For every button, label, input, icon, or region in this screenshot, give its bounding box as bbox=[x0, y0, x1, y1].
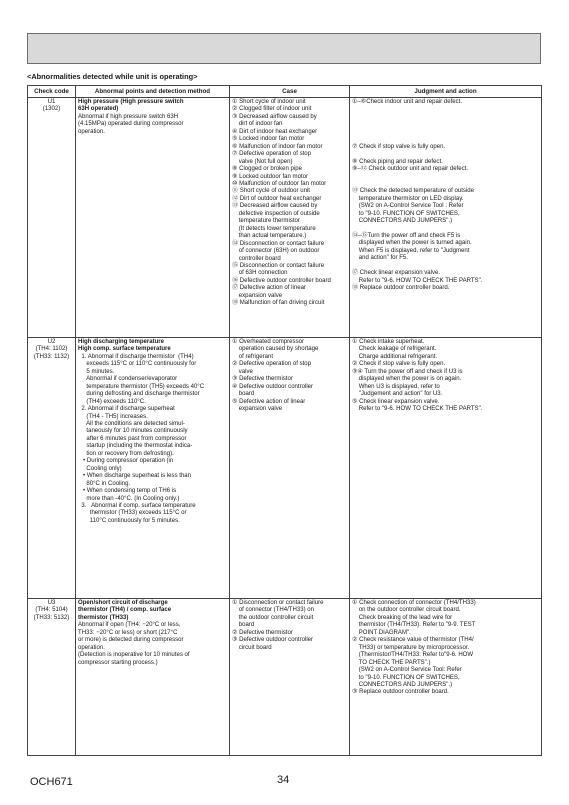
judgment-action-cell bbox=[350, 599, 542, 756]
abnormal-line: operation. bbox=[78, 644, 105, 651]
case-line: ② Defective operation of stop bbox=[232, 361, 312, 368]
check-code-line: (TH33: 1132) bbox=[33, 353, 70, 360]
abnormal-line: startup (including the thermostat indica- bbox=[78, 443, 193, 450]
section-title: <Abnormalities detected while unit is operating> bbox=[27, 72, 198, 81]
check-code-line: U1 bbox=[47, 99, 56, 105]
action-line: Refer to "9-6. HOW TO CHECK THE PARTS". bbox=[352, 277, 483, 284]
table-header-row bbox=[28, 86, 542, 98]
case-line: valve (Not full open) bbox=[232, 158, 293, 165]
action-line: temperature thermistor on LED display. bbox=[352, 195, 464, 202]
case-line: ⑧ Clogged or broken pipe bbox=[232, 166, 302, 173]
case-line: ① Overheated compressor bbox=[232, 339, 304, 345]
abnormal-line: Abnormal if open (TH4: −20°C or less, bbox=[78, 622, 181, 629]
case-line: ④ Defective outdoor controller bbox=[232, 383, 314, 390]
header-abnormal-points: Abnormal points and detection method bbox=[76, 86, 230, 98]
abnormal-line: (TH4) exceeds 110°C. bbox=[78, 398, 146, 405]
case-line: ③ Defective thermistor bbox=[232, 376, 293, 383]
abnormal-points-cell bbox=[76, 599, 230, 756]
action-spacer bbox=[352, 114, 539, 121]
abnormal-line: Abnormal if high pressure switch 63H bbox=[78, 113, 179, 120]
abnormal-line: 80°C in Cooling. bbox=[78, 480, 131, 487]
check-code-line: U2 bbox=[47, 339, 56, 345]
check-code-line: (TH33: 5132) bbox=[33, 614, 70, 621]
check-code-line: (1302) bbox=[42, 106, 61, 113]
case-line: ① Disconnection or contact failure bbox=[232, 600, 324, 606]
check-code-line: (TH4: 5104) bbox=[35, 607, 68, 614]
action-line: CONNECTORS AND JUMPERS".) bbox=[352, 681, 453, 688]
abnormal-line: exceeds 115°C or 110°C continuously for bbox=[78, 361, 197, 368]
action-line: ⑭–⑮Turn the power off and check F5 is bbox=[352, 233, 461, 240]
action-spacer bbox=[352, 129, 539, 136]
case-line: (It detects lower temperature bbox=[232, 225, 316, 232]
abnormal-line: during defrosting and discharge thermistor bbox=[78, 391, 200, 398]
abnormal-line: Open/short circuit of discharge bbox=[78, 600, 168, 606]
abnormal-line: (4.15MPa) operated during compressor bbox=[78, 121, 184, 128]
action-line: ⑧ Check piping and repair defect. bbox=[352, 158, 443, 165]
case-line: operation caused by shortage bbox=[232, 346, 319, 353]
abnormal-line: compressor starting process.) bbox=[78, 659, 158, 666]
action-line: ① Check connection of connector (TH4/TH33) bbox=[352, 600, 476, 606]
case-line: ④ Dirt of indoor heat exchanger bbox=[232, 128, 318, 135]
action-line: ⑬ Check the detected temperature of outside bbox=[352, 188, 475, 195]
abnormal-line: High comp. surface temperature bbox=[78, 346, 171, 353]
abnormalities-table bbox=[27, 85, 542, 756]
action-spacer bbox=[352, 226, 539, 233]
case-line: circuit board bbox=[232, 644, 272, 651]
action-line: Charge additional refrigerant. bbox=[352, 353, 438, 360]
action-line: (SW2 on A-Control Service Tool: Refer bbox=[352, 667, 462, 674]
abnormal-line: thermistor (TH33) bbox=[78, 614, 129, 621]
header-check-code: Check code bbox=[28, 86, 76, 98]
action-line: on the outdoor controller circuit board. bbox=[352, 607, 461, 614]
action-spacer bbox=[352, 136, 539, 143]
case-line: of refrigerant bbox=[232, 353, 274, 360]
case-cell bbox=[230, 599, 350, 756]
case-line: ③ Defective outdoor controller bbox=[232, 637, 314, 644]
abnormal-line: 1. Abnormal if discharge thermistor (TH4) bbox=[78, 353, 194, 360]
abnormal-line: 110°C continuously for 5 minutes. bbox=[78, 517, 180, 524]
case-line: ⑰ Defective action of linear bbox=[232, 285, 306, 292]
action-line: (SW2 on A-Control Service Tool : Refer bbox=[352, 203, 464, 210]
check-code-line: (TH4: 1102) bbox=[35, 346, 68, 353]
abnormal-line: • When discharge superheat is less than bbox=[78, 473, 192, 480]
action-line: ⑦ Check if stop valve is fully open. bbox=[352, 143, 446, 150]
action-line: TH33) or temperature by microprocessor. bbox=[352, 644, 470, 651]
case-line: of 63H connection bbox=[232, 270, 288, 277]
action-line: ⑰ Check linear expansion valve. bbox=[352, 270, 441, 277]
case-line: valve bbox=[232, 368, 253, 375]
header-judgment-action: Judgment and action bbox=[350, 86, 542, 98]
case-line: ⑫ Dirt of outdoor heat exchanger bbox=[232, 195, 322, 202]
action-line: "Judgement and action" for U3. bbox=[352, 391, 443, 398]
abnormal-line: Cooling only) bbox=[78, 465, 122, 472]
action-spacer bbox=[352, 173, 539, 180]
case-line: ⑯ Defective outdoor controller board bbox=[232, 277, 331, 284]
action-line: displayed when the power is turned again. bbox=[352, 240, 472, 247]
table-row bbox=[28, 98, 542, 338]
case-line: ② Defective thermistor bbox=[232, 629, 293, 636]
case-line: ② Clogged filter of indoor unit bbox=[232, 106, 312, 113]
abnormal-line: temperature thermistor (TH5) exceeds 40°C bbox=[78, 383, 205, 390]
case-line: defective inspection of outside bbox=[232, 210, 320, 217]
abnormal-line: (TH4 - TH5) increases. bbox=[78, 413, 148, 420]
action-line: Check leakage of refrigerant. bbox=[352, 346, 437, 353]
case-cell bbox=[230, 98, 350, 338]
abnormal-line: thermistor (TH33) exceeds 115°C or bbox=[78, 510, 187, 517]
case-line: ⑥ Malfunction of indoor fan motor bbox=[232, 143, 323, 150]
abnormal-line: • During compressor operation (in bbox=[78, 458, 174, 465]
page-number: 34 bbox=[277, 774, 290, 786]
check-code-cell bbox=[28, 599, 76, 756]
action-line: ⑨–⑫ Check outdoor unit and repair defect. bbox=[352, 165, 469, 172]
abnormal-line: thermistor (TH4) / comp. surface bbox=[78, 607, 172, 614]
case-line: the outdoor controller circuit bbox=[232, 614, 314, 621]
abnormal-line: more than -40°C. (In Cooling only.) bbox=[78, 495, 180, 502]
case-line: ⑪ Short cycle of outdoor unit bbox=[232, 188, 310, 195]
check-code-cell bbox=[28, 98, 76, 338]
case-line: expansion valve bbox=[232, 292, 283, 299]
case-line: temperature thermistor bbox=[232, 218, 300, 225]
case-line: ⑦ Defective operation of stop bbox=[232, 151, 312, 158]
abnormal-line: or more) is detected during compressor bbox=[78, 637, 184, 644]
check-code-cell bbox=[28, 338, 76, 599]
abnormal-line: 5 minutes. bbox=[78, 368, 115, 375]
table-row bbox=[28, 599, 542, 756]
case-line: ⑬ Decreased airflow caused by bbox=[232, 203, 318, 210]
case-line: of connector (63H) on outdoor bbox=[232, 248, 320, 255]
abnormal-line: High pressure (High pressure switch bbox=[78, 99, 184, 105]
action-line: ② Check if stop valve is fully open. bbox=[352, 361, 446, 368]
abnormal-line: Abnormal if condenser/evaporator bbox=[78, 376, 178, 383]
action-line: ⑱ Replace outdoor controller board. bbox=[352, 285, 450, 292]
case-line: board bbox=[232, 622, 255, 629]
abnormal-line: (Detection is inoperative for 10 minutes of bbox=[78, 652, 190, 659]
case-line: expansion valve bbox=[232, 406, 283, 413]
action-spacer bbox=[352, 106, 539, 113]
action-line: When U3 is displayed, refer to bbox=[352, 383, 440, 390]
case-line: controller board bbox=[232, 255, 281, 262]
abnormal-line: High discharging temperature bbox=[78, 339, 165, 345]
table-row bbox=[28, 338, 542, 599]
case-line: ⑩ Malfunction of outdoor fan motor bbox=[232, 180, 327, 187]
action-line: When F5 is displayed, refer to "Judgment bbox=[352, 247, 470, 254]
action-line: ① Check intake superheat. bbox=[352, 339, 425, 345]
action-line: displayed when the power is on again. bbox=[352, 376, 462, 383]
judgment-action-cell bbox=[350, 338, 542, 599]
action-line: Check breaking of the lead wire for bbox=[352, 614, 453, 621]
action-line: (Thermistor/TH4/TH33: Refer to"9-6. HOW bbox=[352, 652, 474, 659]
action-line: Refer to "9-6. HOW TO CHECK THE PARTS". bbox=[352, 406, 483, 413]
case-line: than actual temperature.) bbox=[232, 233, 307, 240]
abnormal-line: after 6 minutes past from compressor bbox=[78, 435, 187, 442]
case-line: dirt of indoor fan bbox=[232, 121, 283, 128]
action-line: ⑤ Check linear expansion valve. bbox=[352, 398, 440, 405]
action-spacer bbox=[352, 121, 539, 128]
header-case: Case bbox=[230, 86, 350, 98]
case-line: ⑭ Disconnection or contact failure bbox=[232, 240, 325, 247]
abnormal-line: • When condensing temp of TH6 is bbox=[78, 488, 177, 495]
abnormal-line: 2. Abnormal if discharge superheat bbox=[78, 406, 175, 413]
header-bar bbox=[27, 33, 541, 64]
action-line: CONNECTORS AND JUMPERS".) bbox=[352, 218, 453, 225]
abnormal-line: All the conditions are detected simul- bbox=[78, 420, 185, 427]
abnormal-line: 63H operated) bbox=[78, 106, 119, 113]
abnormal-line: tion or recovery from defrosting). bbox=[78, 450, 174, 457]
case-line: ⑤ Defective action of linear bbox=[232, 398, 306, 405]
case-cell bbox=[230, 338, 350, 599]
case-line: ⑨ Locked outdoor fan motor bbox=[232, 173, 309, 180]
case-line: ⑤ Locked indoor fan motor bbox=[232, 136, 305, 143]
action-line: POINT DIAGRAM". bbox=[352, 629, 411, 636]
case-line: ③ Decreased airflow caused by bbox=[232, 113, 317, 120]
abnormal-line: taneously for 10 minutes continuously bbox=[78, 428, 188, 435]
action-line: ③ Replace outdoor controller board. bbox=[352, 689, 449, 696]
action-line: ② Check resistance value of thermistor (TH4/ bbox=[352, 637, 474, 644]
action-line: and action" for F5. bbox=[352, 255, 408, 262]
footer-model: OCH671 bbox=[30, 776, 73, 788]
case-line: ① Short cycle of indoor unit bbox=[232, 99, 306, 105]
judgment-action-cell bbox=[350, 98, 542, 338]
case-line: ⑮ Disconnection or contact failure bbox=[232, 262, 325, 269]
case-line: of connector (TH4/TH33) on bbox=[232, 607, 315, 614]
action-line: thermistor (TH4/TH33). Refer to "9-9. TEST bbox=[352, 622, 476, 629]
case-line: board bbox=[232, 391, 255, 398]
action-line: TO CHECK THE PARTS".) bbox=[352, 659, 431, 666]
abnormal-line: 3. Abnormal if comp. surface temperature bbox=[78, 502, 196, 509]
action-line: to "9-10. FUNCTION OF SWITCHES, bbox=[352, 210, 460, 217]
check-code-line: U3 bbox=[47, 600, 56, 606]
action-line: to "9-10. FUNCTION OF SWITCHES, bbox=[352, 674, 460, 681]
action-spacer bbox=[352, 151, 539, 158]
case-line: ⑱ Malfunction of fan driving circuit bbox=[232, 300, 325, 307]
abnormal-points-cell bbox=[76, 98, 230, 338]
abnormal-points-cell bbox=[76, 338, 230, 599]
abnormal-line: TH33: −20°C or less) or short (217°C bbox=[78, 629, 178, 636]
action-line: ①–⑥Check indoor unit and repair defect. bbox=[352, 99, 463, 105]
action-line: ③④ Turn the power off and check if U3 is bbox=[352, 368, 463, 375]
abnormal-line: operation. bbox=[78, 128, 105, 135]
